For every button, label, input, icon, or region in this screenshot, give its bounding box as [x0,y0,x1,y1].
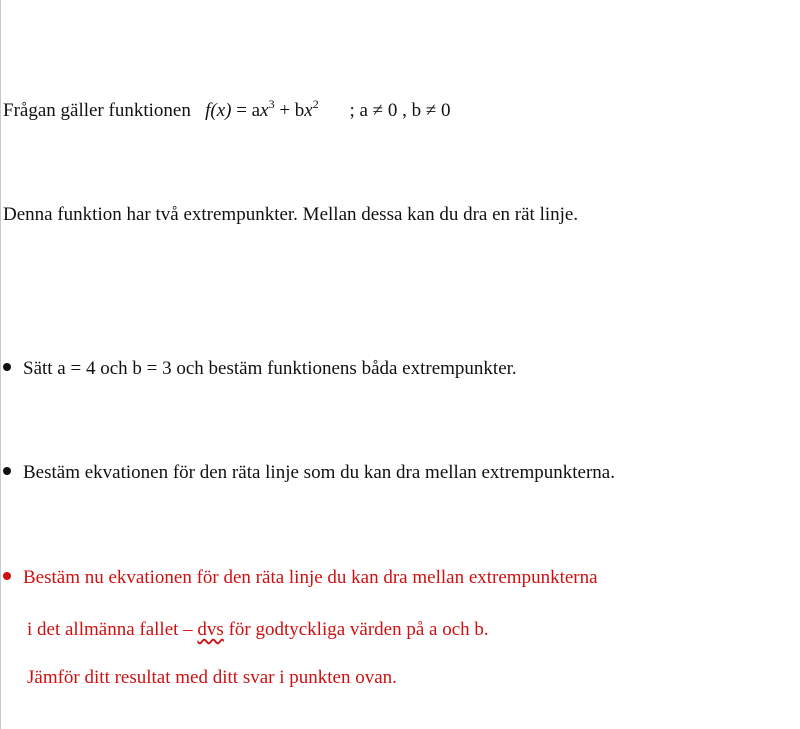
task-item [3,357,517,381]
red-task-line-2-start: i det allmänna fallet – [27,619,198,640]
statement-text: Denna funktion har två extrempunkter. Mellan dessa kan du dra en rät linje. [3,204,579,225]
exponent-2: 2 [312,97,319,111]
intro-prefix: Frågan gäller funktionen [3,100,191,121]
function-name: f(x) [205,100,232,121]
bullet-icon [3,467,11,475]
exponent-3: 3 [268,97,275,111]
conditions: ; a ≠ 0 , b ≠ 0 [349,100,451,121]
dvs-abbreviation: dvs [197,619,224,640]
red-task-line-2-end: för godtyckliga värden på a och b. [223,619,489,640]
red-task-line-2 [27,618,489,642]
intro-line [3,99,451,123]
red-task-line-3: Jämför ditt resultat med ditt svar i punkten ovan. [27,667,397,688]
x-term-1: x [260,100,269,121]
x-term-2: x [304,100,313,121]
bullet-icon [3,363,11,371]
task-text: Sätt a = 4 och b = 3 och bestäm funktionens båda extrempunkter. [23,358,517,379]
task-text: Bestäm ekvationen för den räta linje som du kan dra mellan extrempunkterna. [23,462,615,483]
plus-b: + b [274,100,305,121]
equals-a: = a [231,100,261,121]
task-item [3,461,615,485]
page-left-border [0,0,1,729]
red-task-item [3,566,598,590]
red-task-line-1: Bestäm nu ekvationen för den räta linje du kan dra mellan extrempunkterna [23,567,598,588]
bullet-icon [3,572,11,580]
